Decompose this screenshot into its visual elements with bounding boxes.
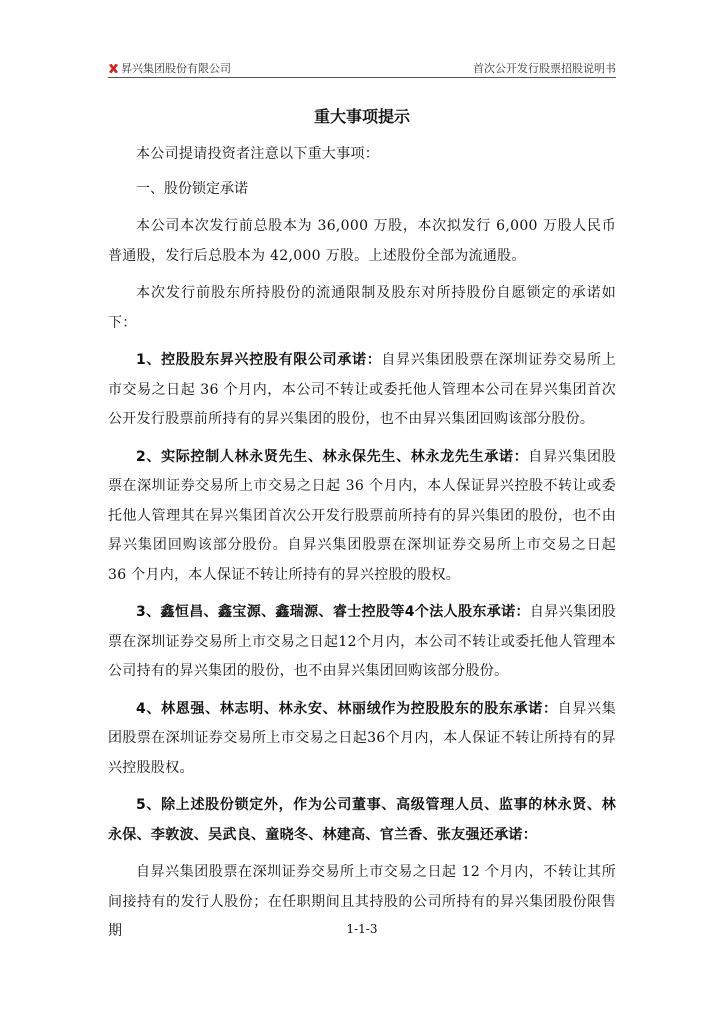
- lockup-intro-paragraph: 本次发行前股东所持股份的流通限制及股东对所持股份自愿锁定的承诺如下：: [108, 285, 616, 331]
- commitment-text: 自昇兴集团股票在深圳证券交易所上市交易之日起36个月内，本人保证不转让所持有的昇兴控股股权。: [108, 700, 616, 776]
- company-name: 昇兴集团股份有限公司: [121, 62, 231, 75]
- page-title: 重大事项提示: [313, 107, 410, 126]
- company-logo-icon: [108, 63, 119, 74]
- commitment-paragraph: [108, 598, 616, 687]
- header-left: [108, 60, 231, 76]
- commitment-paragraph: [108, 695, 616, 784]
- final-paragraph: 自昇兴集团股票在深圳证券交易所上市交易之日起 12 个月内，不转让其所间接持有的发行人股份；在任职期间且其持股的公司所持有的昇兴集团股份限售期: [108, 864, 616, 939]
- page-number: 1-1-3: [346, 922, 378, 936]
- share-capital-paragraph: 本公司本次发行前总股本为 36,000 万股，本次拟发行 6,000 万股人民币普通股，发行后总股本为 42,000 万股。上述股份全部为流通股。: [108, 218, 616, 264]
- section-heading: 一、股份锁定承诺: [136, 180, 248, 197]
- document-title: 首次公开发行股票招股说明书: [473, 62, 616, 75]
- commitment-text: 自昇兴集团股票在深圳证券交易所上市交易之日起 36 个月内，本人保证昇兴控股不转让或委托他人管理其在昇兴集团首次公开发行股票前所持有的昇兴集团的股份，也不由昇兴集团回购该部分股份。自昇兴集团股票在深圳证券交易所上市交易之日起 36 个月内，本人保证不转让所持有的昇兴控股的股权。: [108, 448, 616, 583]
- commitment-lead: 4、林恩强、林志明、林永安、林丽绒作为控股股东的股东承诺：: [136, 700, 558, 717]
- commitment-paragraph: [108, 791, 616, 850]
- commitment-lead: 1、控股股东昇兴控股有限公司承诺：: [136, 352, 382, 368]
- commitment-lead: 5、除上述股份锁定外，作为公司董事、高级管理人员、监事的林永贤、林永保、李敦波、吴武良、童晓冬、林建高、官兰香、张友强还承诺：: [108, 797, 616, 843]
- commitment-text: 自昇兴集团股票在深圳证券交易所上市交易之日起 36 个月内，本公司不转让或委托他人管理本公司在昇兴集团首次公开发行股票前所持有的昇兴集团的股份，也不由昇兴集团回购该部分股份。: [108, 352, 616, 427]
- page-header: [108, 59, 616, 78]
- intro-paragraph: 本公司提请投资者注意以下重大事项：: [136, 146, 380, 162]
- commitment-lead: 2、实际控制人林永贤先生、林永保先生、林永龙先生承诺：: [136, 448, 529, 465]
- commitment-paragraph: [108, 443, 616, 591]
- document-body: [108, 140, 616, 955]
- commitment-paragraph: [108, 346, 616, 435]
- commitment-lead: 3、鑫恒昌、鑫宝源、鑫瑞源、睿士控股等4个法人股东承诺：: [136, 604, 530, 620]
- commitment-text: 自昇兴集团股票在深圳证券交易所上市交易之日起12个月内，本公司不转让或委托他人管理本公司持有的昇兴集团的股份，也不由昇兴集团回购该部分股份。: [108, 604, 616, 679]
